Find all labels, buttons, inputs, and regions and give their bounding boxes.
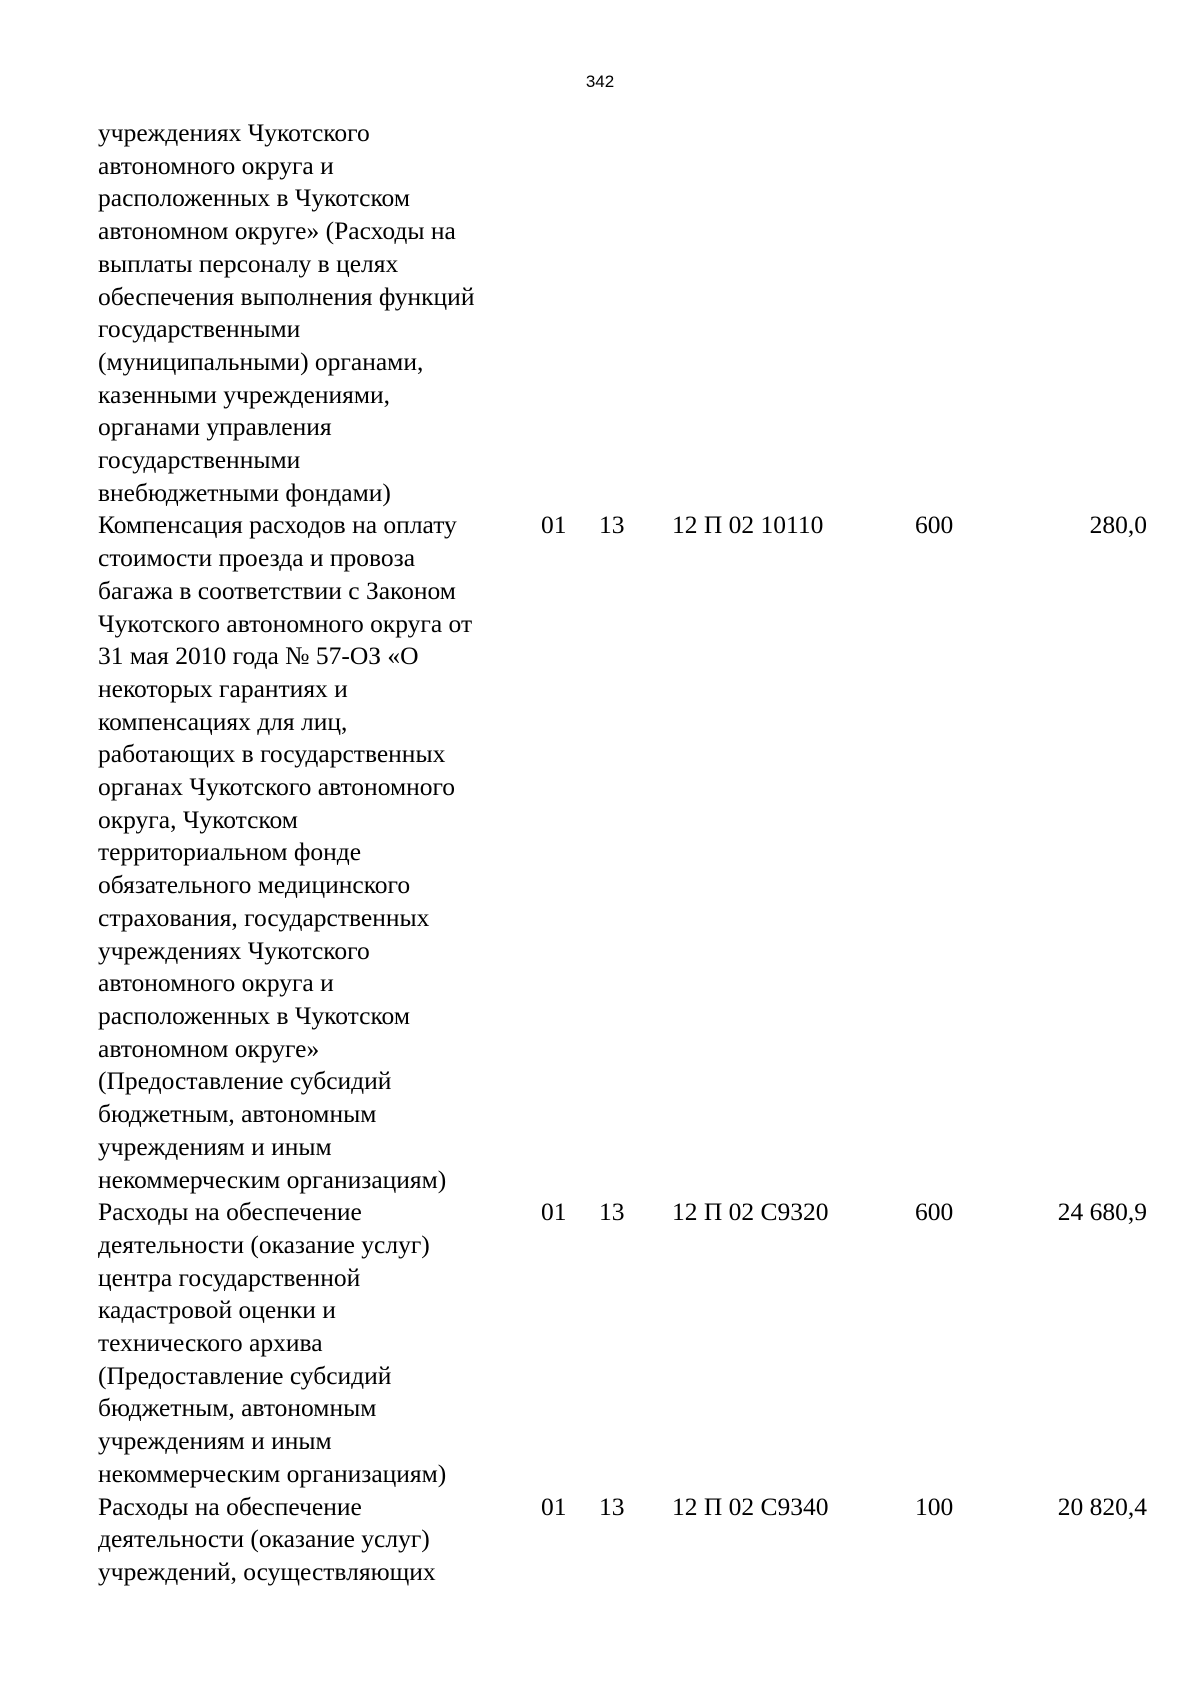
row-description: учреждениях Чукотского автономного округа и расположенных в Чукотском автономном округе» (Расходы на выплаты персоналу в целях обеспечения выполнения функций государственными (муниципальными) органами, казенными учреждениями, органами управления государственными внебюджетными фондами) [98, 118, 475, 507]
budget-table [0, 117, 1200, 1589]
section-code: 01 [541, 510, 567, 540]
target-item-code: 12 П 02 С9340 [672, 1491, 829, 1521]
target-item-code: 12 П 02 10110 [672, 510, 824, 540]
subsection-code: 13 [599, 1491, 625, 1521]
section-code: 01 [541, 1491, 567, 1521]
expense-type-code: 100 [915, 1491, 954, 1521]
amount: 24 680,9 [1057, 1197, 1147, 1227]
amount: 280,0 [1089, 510, 1147, 540]
subsection-code: 13 [599, 1197, 625, 1227]
target-item-code: 12 П 02 С9320 [672, 1197, 829, 1227]
page-number: 342 [585, 72, 615, 91]
table-row [0, 1196, 1200, 1490]
table-row [0, 1491, 1200, 1589]
section-code: 01 [541, 1197, 567, 1227]
row-description: Компенсация расходов на оплату стоимости проезда и провоза багажа в соответствии с Законом Чукотского автономного округа от 31 мая 2010 года № 57-ОЗ «О некоторых гарантиях и компенсациях для лиц, работающих в государственных органах Чукотского автономного округа, Чукотском территориальном фонде обязательного медицинского страхования, государственных учреждениях Чукотского автономного округа и расположенных в Чукотском автономном округе» (Предоставление субсидий бюджетным, автономным учреждениям и иным некоммерческим организациям) [98, 510, 473, 1194]
row-description: Расходы на обеспечение деятельности (оказание услуг) центра государственной кадастровой оценки и технического архива (Предоставление субсидий бюджетным, автономным учреждениям и иным некоммерческим организациям) [98, 1197, 447, 1488]
expense-type-code: 600 [915, 1197, 954, 1227]
row-description: Расходы на обеспечение деятельности (оказание услуг) учреждений, осуществляющих [98, 1491, 436, 1586]
subsection-code: 13 [599, 510, 625, 540]
table-row [0, 117, 1200, 509]
expense-type-code: 600 [915, 510, 954, 540]
amount: 20 820,4 [1057, 1491, 1147, 1521]
table-row [0, 509, 1200, 1196]
